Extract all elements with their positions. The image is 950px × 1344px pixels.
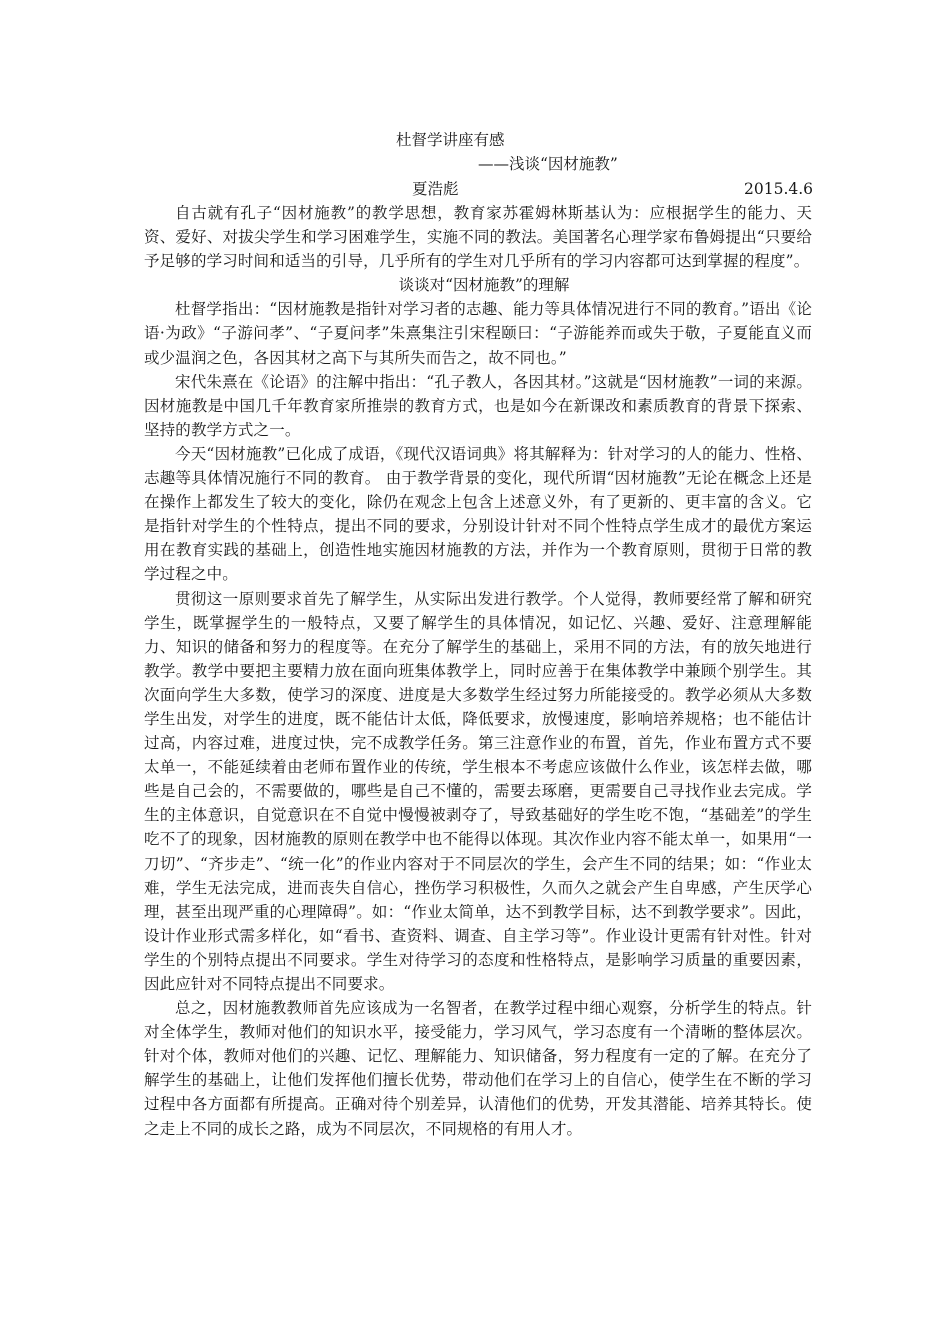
body-paragraph-1: 杜督学指出：“因材施教是指针对学习者的志趣、能力等具体情况进行不同的教育。”语出《论语·为政》“子游问孝”、“子夏问孝”朱熹集注引宋程颐曰：“子游能养而或失于敬，子夏能直义而或少温润之色，各因其材之高下与其所失而告之，故不同也。” xyxy=(144,300,812,367)
body-paragraph-2: 宋代朱熹在《论语》的注解中指出：“孔子教人，各因其材。”这就是“因材施教”一词的来源。因材施教是中国几千年教育家所推崇的教育方式，也是如今在新课改和素质教育的背景下探索、坚持的教学方式之一。 xyxy=(144,372,812,439)
body-paragraph-4: 贯彻这一原则要求首先了解学生，从实际出发进行教学。个人觉得，教师要经常了解和研究学生，既掌握学生的一般特点，又要了解学生的具体情况，如记忆、兴趣、爱好、注意理解能力、知识的储备和努力的程度等。在充分了解学生的基础上，采用不同的方法，有的放矢地进行教学。教学中要把主要精力放在面向班集体教学上，同时应善于在集体教学中兼顾个别学生。其次面向学生大多数，使学习的深度、进度是大多数学生经过努力所能接受的。教学必须从大多数学生出发，对学生的进度，既不能估计太低，降低要求，放慢速度，影响培养规格；也不能估计过高，内容过难，进度过快，完不成教学任务。第三注意作业的布置，首先，作业布置方式不要太单一，不能延续着由老师布置作业的传统，学生根本不考虑应该做什么作业，该怎样去做，哪些是自己会的，不需要做的，哪些是自己不懂的，需要去琢磨，更需要自己寻找作业去完成。学生的主体意识，自觉意识在不自觉中慢慢被剥夺了，导致基础好的学生吃不饱，“基础差”的学生吃不了的现象，因材施教的原则在教学中也不能得以体现。其次作业内容不能太单一，如果用“一刀切”、“齐步走”、“统一化”的作业内容对于不同层次的学生，会产生不同的结果；如：“作业太难，学生无法完成，进而丧失自信心，挫伤学习积极性，久而久之就会产生自卑感，产生厌学心理，甚至出现严重的心理障碍”。如：“作业太简单，达不到教学目标，达不到教学要求”。因此，设计作业形式需多样化，如“看书、查资料、调查、自主学习等”。作业设计更需有针对性。针对学生的个别特点提出不同要求。学生对待学习的态度和性格特点，是影响学习质量的重要因素，因此应针对不同特点提出不同要求。 xyxy=(144,589,812,993)
document-date: 2015.4.6 xyxy=(744,180,814,198)
document-body xyxy=(144,201,812,1141)
body-paragraph-3: 今天“因材施教”已化成了成语，《现代汉语词典》将其解释为：针对学习的人的能力、性格、志趣等具体情况施行不同的教育。 由于教学背景的变化，现代所谓“因材施教”无论在概念上还是在操作上都发生了较大的变化，除仍在观念上包含上述意义外，有了更新的、更丰富的含义。它是指针对学生的个性特点，提出不同的要求，分别设计针对不同个性特点学生成才的最优方案运用在教育实践的基础上，创造性地实施因材施教的方法，并作为一个教育原则，贯彻于日常的教学过程之中。 xyxy=(144,444,812,584)
author-name: 夏浩彪 xyxy=(412,180,459,198)
body-paragraph-5: 总之，因材施教教师首先应该成为一名智者，在教学过程中细心观察，分析学生的特点。针对全体学生，教师对他们的知识水平，接受能力，学习风气，学习态度有一个清晰的整体层次。针对个体，教师对他们的兴趣、记忆、理解能力、知识储备，努力程度有一定的了解。在充分了解学生的基础上，让他们发挥他们擅长优势，带动他们在学习上的自信心，使学生在不断的学习过程中各方面都有所提高。正确对待个别差异，认清他们的优势，开发其潜能、培养其特长。使之走上不同的成长之路，成为不同层次，不同规格的有用人才。 xyxy=(144,999,812,1138)
intro-paragraph: 自古就有孔子“因材施教”的教学思想，教育家苏霍姆林斯基认为：应根据学生的能力、天资、爱好、对拔尖学生和学习困难学生，实施不同的教法。美国著名心理学家布鲁姆提出“只要给予足够的学习时间和适当的引导，几乎所有的学生对几乎所有的学习内容都可达到掌握的程度”。 xyxy=(144,204,812,271)
document-title: 杜督学讲座有感 xyxy=(396,131,505,149)
section-heading: 谈谈对“因材施教”的理解 xyxy=(398,276,570,295)
document-subtitle: ——浅谈“因材施教” xyxy=(478,155,618,173)
